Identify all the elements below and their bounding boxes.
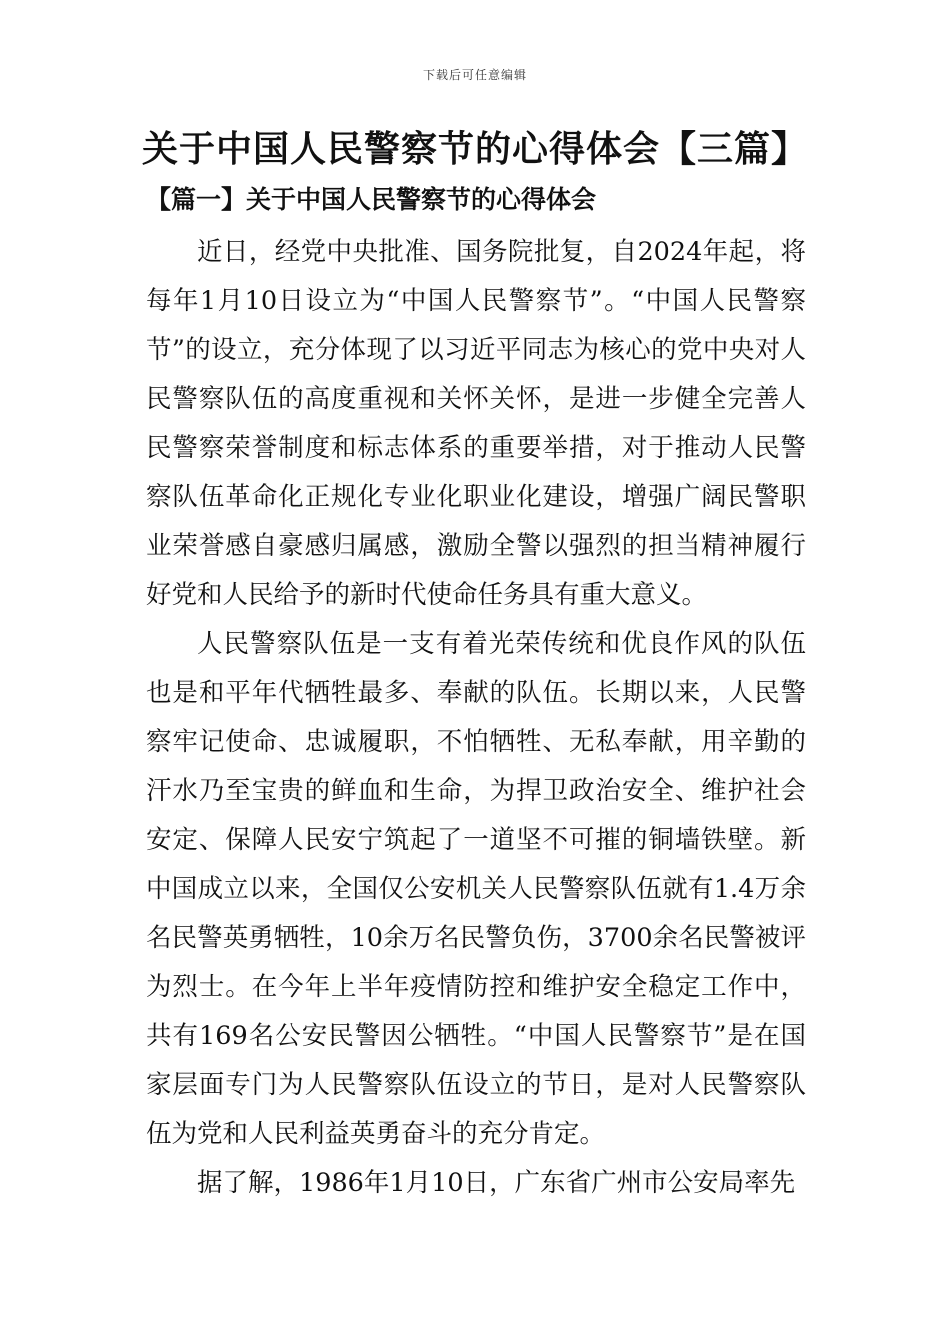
paragraph: 近日，经党中央批准、国务院批复，自2024年起，将每年1月10日设立为“中国人民警察节”。“中国人民警察节”的设立，充分体现了以习近平同志为核心的党中央对人民警察队伍的高度重视和关怀关怀，是进一步健全完善人民警察荣誉制度和标志体系的重要举措，对于推动人民警察队伍革命化正规化专业化职业化建设，增强广阔民警职业荣誉感自豪感归属感，激励全警以强烈的担当精神履行好党和人民给予的新时代使命任务具有重大意义。 — [146, 237, 806, 610]
paragraph: 人民警察队伍是一支有着光荣传统和优良作风的队伍也是和平年代牺牲最多、奉献的队伍。长期以来，人民警察牢记使命、忠诚履职，不怕牺牲、无私奉献，用辛勤的汗水乃至宝贵的鲜血和生命，为捍卫政治安全、维护社会安定、保障人民安宁筑起了一道坚不可摧的铜墙铁壁。新中国成立以来，全国仅公安机关人民警察队伍就有1.4万余名民警英勇牺牲，10余万名民警负伤，3700余名民警被评为烈士。在今年上半年疫情防控和维护安全稳定工作中，共有169名公安民警因公牺牲。“中国人民警察节”是在国家层面专门为人民警察队伍设立的节日，是对人民警察队伍为党和人民利益英勇奋斗的充分肯定。 — [146, 629, 806, 1149]
paragraph: 据了解，1986年1月10日，广东省广州市公安局率先 — [197, 1168, 796, 1198]
header-note: 下载后可任意编辑 — [422, 68, 527, 82]
document-body — [146, 228, 806, 1208]
document-title: 关于中国人民警察节的心得体会【三篇】 — [141, 129, 808, 170]
section-heading: 【篇一】关于中国人民警察节的心得体会 — [146, 185, 597, 214]
